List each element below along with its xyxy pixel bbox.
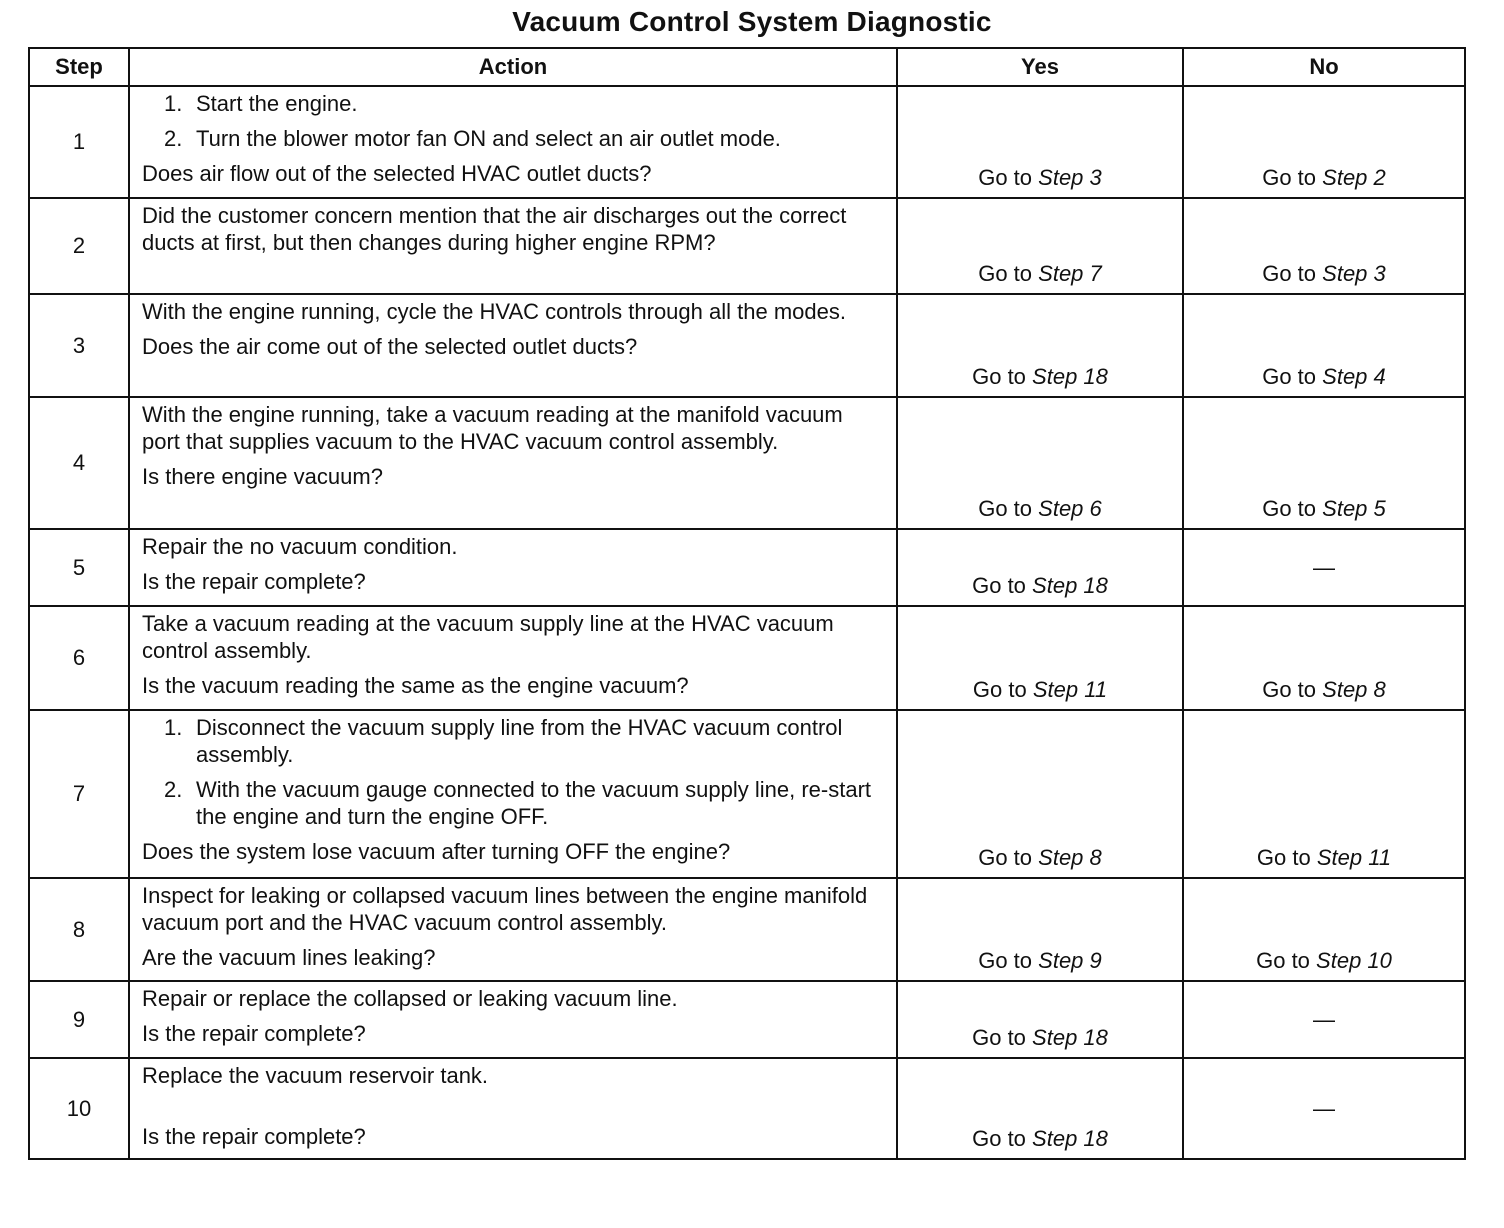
table-row (29, 878, 1465, 981)
header-step: Step (29, 48, 129, 86)
yes-target: Step 3 (1038, 165, 1102, 190)
action-paragraph: With the engine running, take a vacuum reading at the manifold vacuum port that supplies vacuum to the HVAC vacuum control assembly. (142, 402, 843, 454)
yes-target: Step 7 (1038, 261, 1102, 286)
action-paragraph: Did the customer concern mention that the air discharges out the correct ducts at first, but then changes during higher engine RPM? (142, 203, 847, 255)
action-paragraph: Repair the no vacuum condition. (142, 534, 458, 559)
table-body (29, 86, 1465, 1159)
action-paragraph: Take a vacuum reading at the vacuum supply line at the HVAC vacuum control assembly. (142, 611, 834, 663)
no-dash: — (1313, 555, 1335, 580)
action-cell (129, 86, 897, 198)
no-cell (1183, 710, 1465, 878)
table-header (29, 48, 1465, 86)
yes-cell (897, 294, 1183, 397)
step-number: 7 (29, 710, 129, 878)
action-list-item: 2. Turn the blower motor fan ON and select an air outlet mode. (164, 126, 781, 151)
table-row (29, 198, 1465, 294)
action-question: Does the air come out of the selected outlet ducts? (142, 334, 638, 359)
action-question: Are the vacuum lines leaking? (142, 945, 436, 970)
action-list (142, 714, 886, 830)
no-cell (1183, 397, 1465, 529)
page-title: Vacuum Control System Diagnostic (512, 6, 992, 37)
action-list-item-text: Turn the blower motor fan ON and select an air outlet mode. (196, 126, 781, 151)
action-cell (129, 981, 897, 1058)
no-cell (1183, 529, 1465, 606)
step-number: 3 (29, 294, 129, 397)
go-to-label: Go to (1256, 845, 1311, 870)
action-paragraph: Replace the vacuum reservoir tank. (142, 1063, 489, 1088)
action-paragraph: Repair or replace the collapsed or leaking vacuum line. (142, 986, 678, 1011)
action-cell (129, 198, 897, 294)
step-number: 6 (29, 606, 129, 710)
header-row (29, 48, 1465, 86)
go-to-label: Go to (972, 364, 1026, 389)
table-row (29, 710, 1465, 878)
go-to-label: Go to (978, 845, 1033, 870)
header-yes: Yes (897, 48, 1183, 86)
action-spacer (142, 1089, 886, 1123)
no-dash: — (1313, 1007, 1335, 1032)
action-paragraph: With the engine running, cycle the HVAC controls through all the modes. (142, 299, 846, 324)
table-row (29, 294, 1465, 397)
go-to-label: Go to (1256, 948, 1310, 973)
yes-cell (897, 981, 1183, 1058)
go-to-label: Go to (1262, 364, 1317, 389)
no-target: Step 4 (1322, 364, 1386, 389)
go-to-label: Go to (978, 948, 1033, 973)
go-to-label: Go to (1262, 165, 1317, 190)
table-row (29, 529, 1465, 606)
step-number: 1 (29, 86, 129, 198)
go-to-label: Go to (1262, 496, 1317, 521)
step-number: 4 (29, 397, 129, 529)
action-paragraph: Inspect for leaking or collapsed vacuum lines between the engine manifold vacuum port and the HVAC vacuum control assembly. (142, 883, 868, 935)
action-cell (129, 1058, 897, 1159)
action-question: Is the vacuum reading the same as the engine vacuum? (142, 673, 689, 698)
action-cell (129, 294, 897, 397)
go-to-label: Go to (1262, 677, 1317, 702)
no-target: Step 3 (1322, 261, 1386, 286)
no-target: Step 10 (1316, 948, 1392, 973)
go-to-label: Go to (972, 1025, 1026, 1050)
no-cell (1183, 981, 1465, 1058)
yes-target: Step 18 (1032, 573, 1108, 598)
no-cell (1183, 606, 1465, 710)
go-to-label: Go to (1262, 261, 1317, 286)
no-target: Step 8 (1322, 677, 1386, 702)
action-question: Is there engine vacuum? (142, 464, 383, 489)
yes-cell (897, 878, 1183, 981)
go-to-label: Go to (972, 573, 1026, 598)
action-question: Is the repair complete? (142, 1021, 366, 1046)
action-cell (129, 606, 897, 710)
action-cell (129, 529, 897, 606)
action-list-item: 2. With the vacuum gauge connected to the vacuum supply line, re-start the engine and turn the engine OFF. (164, 777, 872, 829)
table-row (29, 86, 1465, 198)
header-action: Action (129, 48, 897, 86)
table-row (29, 606, 1465, 710)
go-to-label: Go to (972, 677, 1027, 702)
step-number: 5 (29, 529, 129, 606)
go-to-label: Go to (978, 261, 1033, 286)
no-target: Step 11 (1316, 845, 1392, 870)
no-target: Step 5 (1322, 496, 1386, 521)
go-to-label: Go to (978, 165, 1033, 190)
table-row (29, 1058, 1465, 1159)
no-target: Step 2 (1322, 165, 1386, 190)
yes-cell (897, 606, 1183, 710)
yes-target: Step 18 (1032, 1025, 1108, 1050)
no-cell (1183, 878, 1465, 981)
action-list-item: 1. Disconnect the vacuum supply line from the HVAC vacuum control assembly. (164, 715, 843, 767)
action-list-item-text: Start the engine. (196, 91, 358, 116)
no-cell (1183, 294, 1465, 397)
yes-cell (897, 1058, 1183, 1159)
no-dash: — (1313, 1096, 1335, 1121)
go-to-label: Go to (978, 496, 1033, 521)
header-no: No (1183, 48, 1465, 86)
table-row (29, 981, 1465, 1058)
yes-cell (897, 86, 1183, 198)
yes-cell (897, 397, 1183, 529)
action-list-item-text: With the vacuum gauge connected to the vacuum supply line, re-start the engine and turn the engine OFF. (196, 777, 872, 829)
action-list-item: 1. Start the engine. (164, 91, 358, 116)
yes-cell (897, 710, 1183, 878)
action-question: Does air flow out of the selected HVAC outlet ducts? (142, 161, 652, 186)
step-number: 10 (29, 1058, 129, 1159)
action-question: Does the system lose vacuum after turning OFF the engine? (142, 839, 731, 864)
step-number: 2 (29, 198, 129, 294)
yes-target: Step 11 (1032, 677, 1108, 702)
yes-target: Step 8 (1038, 845, 1102, 870)
diagnostic-table (28, 47, 1466, 1160)
table-row (29, 397, 1465, 529)
go-to-label: Go to (972, 1126, 1026, 1151)
yes-cell (897, 529, 1183, 606)
action-cell (129, 397, 897, 529)
no-cell (1183, 1058, 1465, 1159)
step-number: 9 (29, 981, 129, 1058)
yes-target: Step 18 (1032, 364, 1108, 389)
action-question: Is the repair complete? (142, 1124, 366, 1149)
yes-cell (897, 198, 1183, 294)
action-question: Is the repair complete? (142, 569, 366, 594)
step-number: 8 (29, 878, 129, 981)
action-list-item-text: Disconnect the vacuum supply line from the HVAC vacuum control assembly. (196, 715, 843, 767)
yes-target: Step 9 (1038, 948, 1102, 973)
action-cell (129, 878, 897, 981)
action-cell (129, 710, 897, 878)
yes-target: Step 18 (1032, 1126, 1108, 1151)
no-cell (1183, 198, 1465, 294)
no-cell (1183, 86, 1465, 198)
yes-target: Step 6 (1038, 496, 1102, 521)
action-list (142, 90, 886, 152)
